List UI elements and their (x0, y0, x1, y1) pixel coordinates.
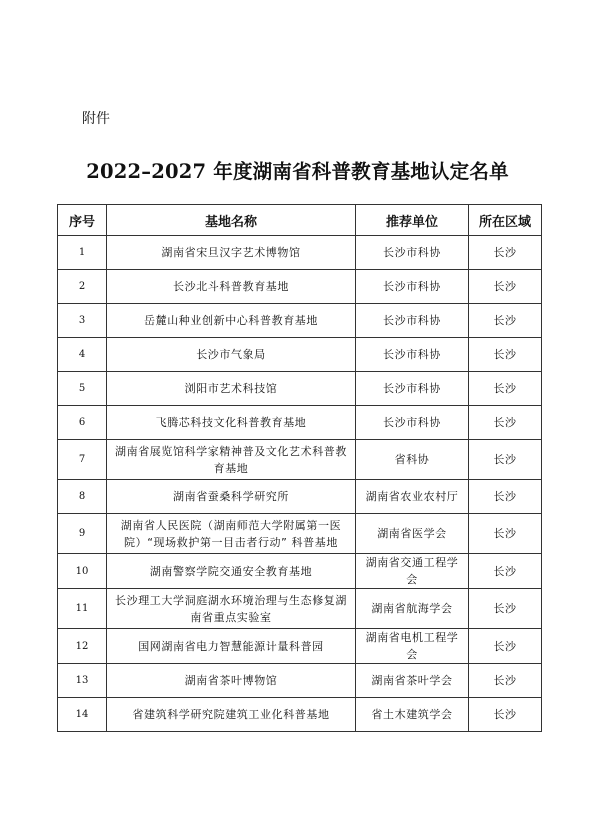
cell-serial: 13 (58, 664, 107, 698)
cell-serial: 6 (58, 406, 107, 440)
cell-base-name: 长沙理工大学洞庭湖水环境治理与生态修复湖南省重点实验室 (107, 589, 356, 629)
cell-region: 长沙 (469, 589, 542, 629)
cell-region: 长沙 (469, 480, 542, 514)
cell-recommender: 湖南省医学会 (356, 514, 469, 554)
cell-region: 长沙 (469, 440, 542, 480)
cell-base-name: 湖南省蚕桑科学研究所 (107, 480, 356, 514)
cell-serial: 12 (58, 629, 107, 664)
cell-serial: 1 (58, 236, 107, 270)
cell-serial: 8 (58, 480, 107, 514)
cell-recommender: 省土木建筑学会 (356, 698, 469, 732)
cell-serial: 7 (58, 440, 107, 480)
cell-region: 长沙 (469, 664, 542, 698)
cell-base-name: 浏阳市艺术科技馆 (107, 372, 356, 406)
table-row (58, 480, 542, 514)
cell-recommender: 省科协 (356, 440, 469, 480)
cell-base-name: 湖南省茶叶博物馆 (107, 664, 356, 698)
table-row (58, 554, 542, 589)
cell-base-name: 长沙北斗科普教育基地 (107, 270, 356, 304)
header-region: 所在区域 (469, 205, 542, 236)
attachment-label: 附件 (82, 111, 110, 127)
cell-recommender: 长沙市科协 (356, 236, 469, 270)
cell-recommender: 湖南省航海学会 (356, 589, 469, 629)
header-base-name: 基地名称 (107, 205, 356, 236)
cell-recommender: 长沙市科协 (356, 270, 469, 304)
table-row (58, 304, 542, 338)
table-row (58, 372, 542, 406)
cell-serial: 5 (58, 372, 107, 406)
cell-serial: 9 (58, 514, 107, 554)
cell-recommender: 长沙市科协 (356, 406, 469, 440)
table-row (58, 589, 542, 629)
cell-recommender: 湖南省茶叶学会 (356, 664, 469, 698)
cell-recommender: 长沙市科协 (356, 304, 469, 338)
cell-region: 长沙 (469, 406, 542, 440)
cell-base-name: 湖南省宋旦汉字艺术博物馆 (107, 236, 356, 270)
cell-base-name: 湖南省人民医院（湖南师范大学附属第一医院）“现场救护第一目击者行动” 科普基地 (107, 514, 356, 554)
cell-recommender: 长沙市科协 (356, 338, 469, 372)
cell-serial: 2 (58, 270, 107, 304)
cell-base-name: 省建筑科学研究院建筑工业化科普基地 (107, 698, 356, 732)
table-row (58, 338, 542, 372)
cell-region: 长沙 (469, 270, 542, 304)
table-row (58, 440, 542, 480)
cell-recommender: 湖南省电机工程学会 (356, 629, 469, 664)
table-row (58, 698, 542, 732)
cell-region: 长沙 (469, 304, 542, 338)
cell-base-name: 岳麓山种业创新中心科普教育基地 (107, 304, 356, 338)
cell-region: 长沙 (469, 514, 542, 554)
cell-region: 长沙 (469, 629, 542, 664)
document-title: 2022–2027 年度湖南省科普教育基地认定名单 (86, 160, 509, 183)
cell-recommender: 湖南省农业农村厅 (356, 480, 469, 514)
table-row (58, 236, 542, 270)
table-row (58, 629, 542, 664)
cell-region: 长沙 (469, 372, 542, 406)
table-row (58, 406, 542, 440)
header-serial: 序号 (58, 205, 107, 236)
base-list-table (57, 204, 542, 732)
cell-base-name: 湖南省展览馆科学家精神普及文化艺术科普教育基地 (107, 440, 356, 480)
cell-serial: 3 (58, 304, 107, 338)
cell-serial: 14 (58, 698, 107, 732)
cell-base-name: 长沙市气象局 (107, 338, 356, 372)
cell-region: 长沙 (469, 338, 542, 372)
cell-base-name: 飞腾芯科技文化科普教育基地 (107, 406, 356, 440)
cell-serial: 4 (58, 338, 107, 372)
cell-region: 长沙 (469, 554, 542, 589)
table-header-row (58, 205, 542, 236)
cell-base-name: 湖南警察学院交通安全教育基地 (107, 554, 356, 589)
cell-serial: 10 (58, 554, 107, 589)
table-row (58, 514, 542, 554)
cell-region: 长沙 (469, 236, 542, 270)
header-recommender: 推荐单位 (356, 205, 469, 236)
cell-serial: 11 (58, 589, 107, 629)
table-row (58, 270, 542, 304)
cell-recommender: 湖南省交通工程学会 (356, 554, 469, 589)
table-row (58, 664, 542, 698)
cell-base-name: 国网湖南省电力智慧能源计量科普园 (107, 629, 356, 664)
cell-recommender: 长沙市科协 (356, 372, 469, 406)
cell-region: 长沙 (469, 698, 542, 732)
